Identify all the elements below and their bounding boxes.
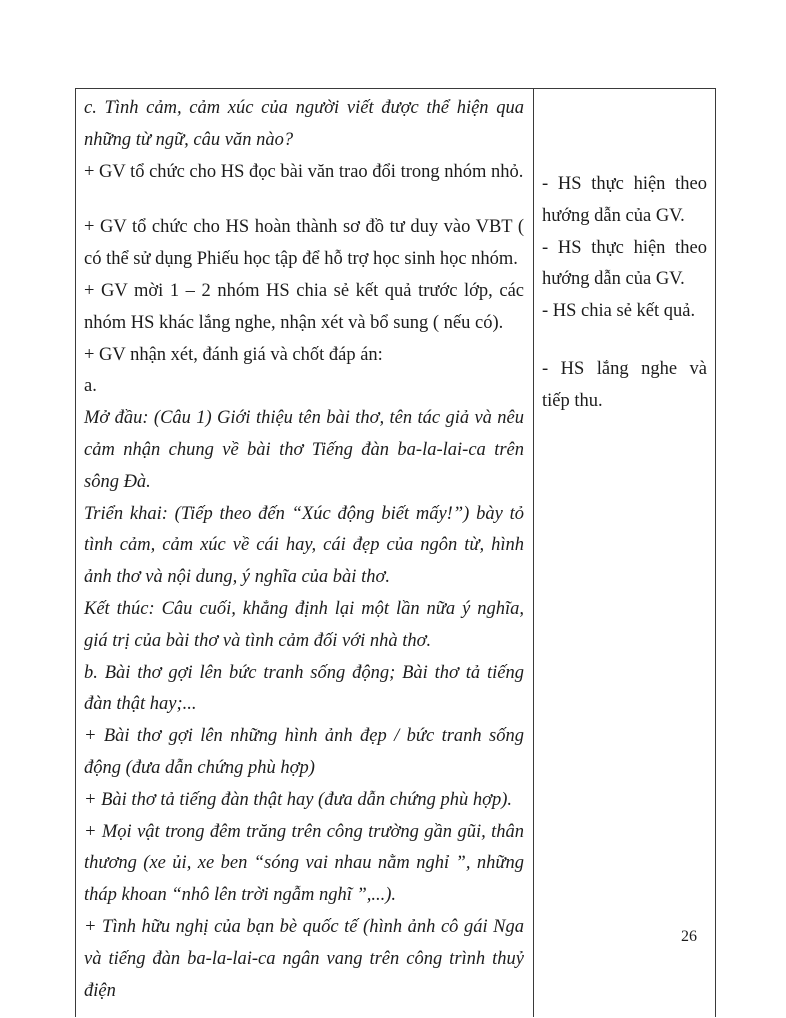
- paragraph: + Bài thơ gợi lên những hình ảnh đẹp / bức tranh sống động (đưa dẫn chứng phù hợp): [84, 726, 524, 778]
- paragraph: + GV tổ chức cho HS đọc bài văn trao đổi trong nhóm nhỏ.: [84, 161, 524, 182]
- paragraph: + Bài thơ tả tiếng đàn thật hay (đưa dẫn chứng phù hợp).: [84, 789, 513, 810]
- paragraph: - HS chia sẻ kết quả.: [542, 301, 696, 322]
- paragraph: + GV nhận xét, đánh giá và chốt đáp án:: [84, 344, 383, 365]
- paragraph: - HS thực hiện theo hướng dẫn của GV.: [542, 174, 707, 226]
- paragraph: a.: [84, 376, 97, 397]
- paragraph: + GV tổ chức cho HS hoàn thành sơ đồ tư duy vào VBT ( có thể sử dụng Phiếu học tập để hỗ trợ học sinh học nhóm.: [84, 217, 524, 270]
- paragraph: + Mọi vật trong đêm trăng trên công trường gần gũi, thân thương (xe ủi, xe ben “sóng vai nhau nằm nghỉ ”, những tháp khoan “nhô lên trời ngẫm nghĩ ”,...).: [84, 821, 524, 906]
- paragraph: Kết thúc: Câu cuối, khẳng định lại một lần nữa ý nghĩa, giá trị của bài thơ và tình cảm đối với nhà thơ.: [84, 598, 524, 651]
- lesson-plan-table: [75, 88, 716, 1017]
- paragraph: b. Bài thơ gợi lên bức tranh sống động; Bài thơ tả tiếng đàn thật hay;...: [84, 662, 524, 715]
- paragraph: Triển khai: (Tiếp theo đến “Xúc động biết mấy!”) bày tỏ tình cảm, cảm xúc về cái hay, cái đẹp của ngôn từ, hình ảnh thơ và nội dung, ý nghĩa của bài thơ.: [84, 503, 524, 588]
- page-number: 26: [678, 928, 700, 946]
- paragraph: + Tình hữu nghị của bạn bè quốc tế (hình ảnh cô gái Nga và tiếng đàn ba-la-lai-ca ngân vang trên công trình thuỷ điện: [84, 916, 524, 1001]
- paragraph: + GV mời 1 – 2 nhóm HS chia sẻ kết quả trước lớp, các nhóm HS khác lắng nghe, nhận xét và bổ sung ( nếu có).: [84, 280, 524, 333]
- paragraph: - HS lắng nghe và tiếp thu.: [542, 358, 707, 411]
- paragraph: c. Tình cảm, cảm xúc của người viết được thể hiện qua những từ ngữ, câu văn nào?: [84, 98, 524, 150]
- paragraph: Mở đầu: (Câu 1) Giới thiệu tên bài thơ, tên tác giả và nêu cảm nhận chung về bài thơ Tiếng đàn ba-la-lai-ca trên sông Đà.: [84, 408, 524, 492]
- paragraph: - HS thực hiện theo hướng dẫn của GV.: [542, 237, 707, 290]
- teacher-activities-column: [76, 89, 534, 1017]
- student-activities-column: [534, 89, 715, 1017]
